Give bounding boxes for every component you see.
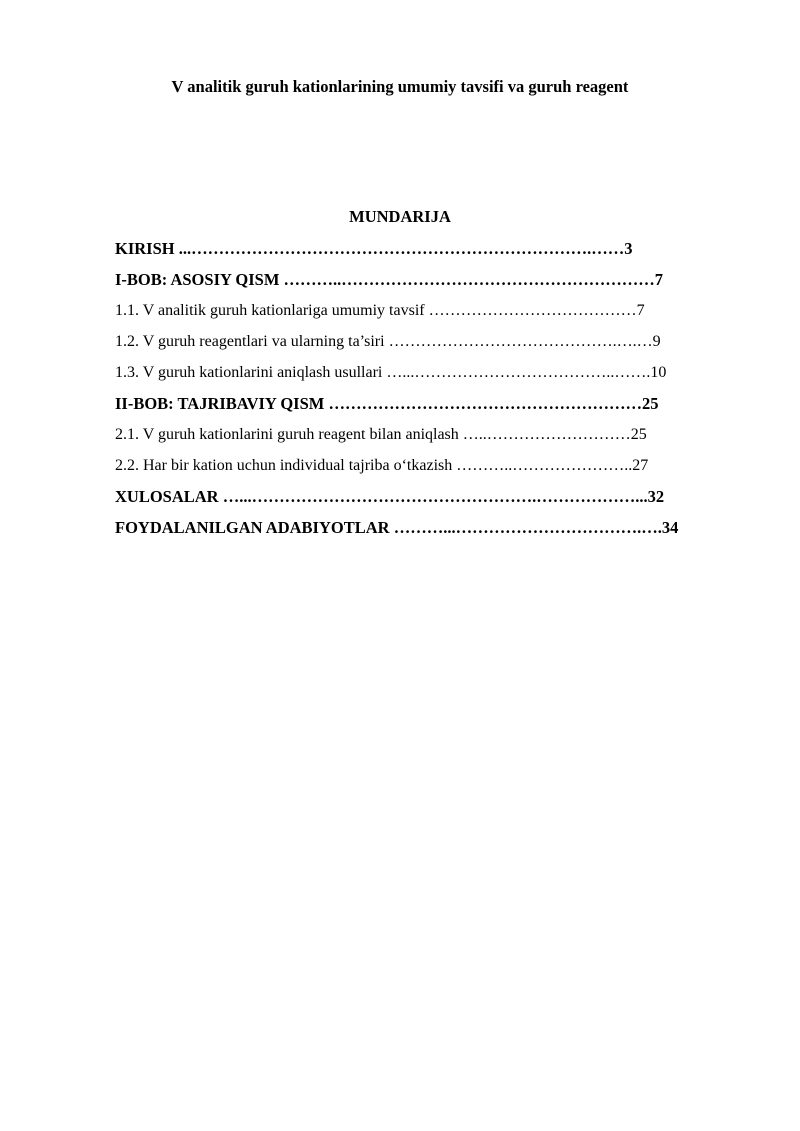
toc-entry-adabiyotlar: FOYDALANILGAN ADABIYOTLAR ………...…………………………….….34 (115, 518, 679, 537)
toc-entry-chapter-2: II-BOB: TAJRIBAVIY QISM …………………………………………………25 (115, 394, 659, 413)
document-title: V analitik guruh kationlarining umumiy tavsifi va guruh reagent (171, 77, 629, 96)
toc-entry-section-1-2: 1.2. V guruh reagentlari va ularning ta’siri …………………………………….….…9 (115, 333, 661, 350)
toc-entry-chapter-1: I-BOB: ASOSIY QISM ………..…………………………………………………7 (115, 270, 664, 289)
table-of-contents (115, 238, 745, 548)
toc-entry-kirish: KIRISH ...……………………………………………………………….……3 (115, 239, 633, 258)
toc-entry-xulosalar: XULOSALAR …...…………………………………………….………………...32 (115, 487, 665, 506)
toc-entry-section-1-3: 1.3. V guruh kationlarini aniqlash usullari …...………………………………..…….10 (115, 364, 667, 381)
toc-entry-section-1-1: 1.1. V analitik guruh kationlariga umumiy tavsif …………………………………7 (115, 302, 645, 319)
toc-entry-section-2-2: 2.2. Har bir kation uchun individual tajriba o‘tkazish ………..…………………..27 (115, 457, 649, 474)
toc-entry-section-2-1: 2.1. V guruh kationlarini guruh reagent bilan aniqlash …..………………………25 (115, 426, 647, 443)
toc-heading: MUNDARIJA (349, 207, 451, 226)
